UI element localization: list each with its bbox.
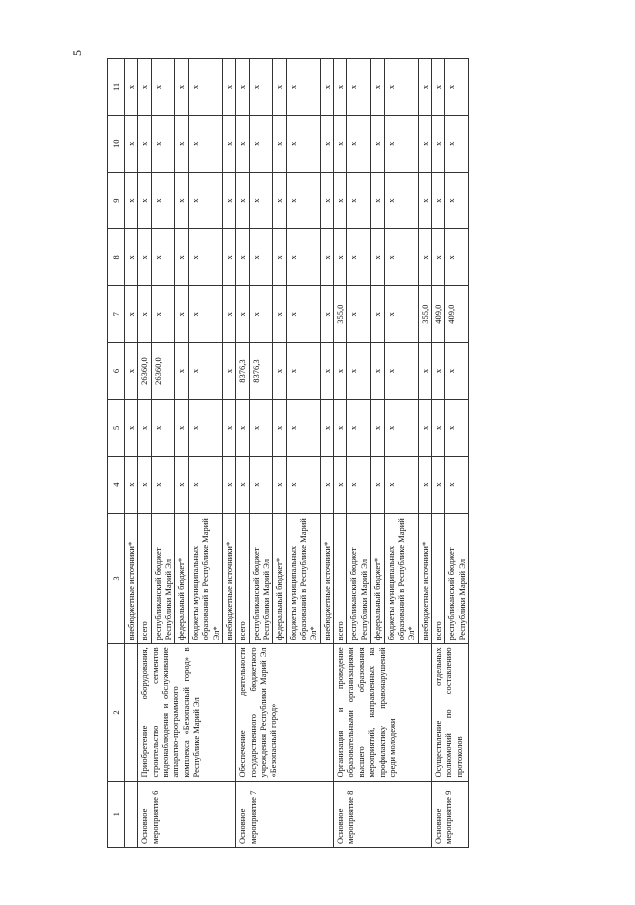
value-cell: x bbox=[222, 456, 235, 513]
value-cell: x bbox=[138, 229, 151, 286]
value-cell: x bbox=[418, 229, 431, 286]
value-cell: x bbox=[236, 229, 249, 286]
value-cell: x bbox=[334, 172, 347, 229]
value-cell: x bbox=[431, 59, 444, 116]
value-cell: x bbox=[138, 399, 151, 456]
funding-source-cell: всего bbox=[431, 513, 444, 644]
value-cell: x bbox=[188, 286, 222, 343]
table-row bbox=[431, 59, 444, 848]
value-cell: x bbox=[222, 229, 235, 286]
value-cell: x bbox=[188, 343, 222, 400]
value-cell: x bbox=[445, 59, 469, 116]
value-cell: x bbox=[418, 59, 431, 116]
value-cell: x bbox=[273, 286, 286, 343]
funding-source-cell: внебюджетные источники* bbox=[222, 513, 235, 644]
value-cell: x bbox=[334, 229, 347, 286]
table-row bbox=[138, 59, 151, 848]
value-cell: x bbox=[445, 229, 469, 286]
value-cell: x bbox=[384, 229, 418, 286]
value-cell: x bbox=[320, 115, 333, 172]
value-cell: x bbox=[273, 59, 286, 116]
value-cell: x bbox=[431, 456, 444, 513]
column-header-7: 7 bbox=[108, 286, 125, 343]
value-cell: x bbox=[320, 172, 333, 229]
funding-source-cell: всего bbox=[334, 513, 347, 644]
column-header-5: 5 bbox=[108, 399, 125, 456]
value-cell: x bbox=[384, 286, 418, 343]
value-cell: x bbox=[249, 59, 273, 116]
value-cell: x bbox=[418, 343, 431, 400]
value-cell: x bbox=[334, 456, 347, 513]
value-cell: x bbox=[334, 59, 347, 116]
event-number-cell bbox=[125, 781, 138, 847]
value-cell: x bbox=[286, 172, 320, 229]
value-cell: x bbox=[418, 399, 431, 456]
value-cell: x bbox=[418, 115, 431, 172]
value-cell: x bbox=[320, 286, 333, 343]
column-header-6: 6 bbox=[108, 343, 125, 400]
funding-source-cell: всего bbox=[236, 513, 249, 644]
value-cell: x bbox=[249, 172, 273, 229]
value-cell: x bbox=[371, 115, 384, 172]
column-header-10: 10 bbox=[108, 115, 125, 172]
value-cell: x bbox=[138, 286, 151, 343]
funding-source-cell: всего bbox=[138, 513, 151, 644]
event-description-cell: Приобретение оборудования, строительство сегментов видеонаблюдения и обслуживание аппаратно-программного комплекса «Безопасный город» в Республике Марий Эл bbox=[138, 644, 236, 781]
value-cell: x bbox=[334, 115, 347, 172]
rotated-table-container bbox=[107, 58, 557, 848]
value-cell: 8376,3 bbox=[249, 343, 273, 400]
value-cell: x bbox=[175, 115, 188, 172]
value-cell: x bbox=[125, 172, 138, 229]
value-cell: x bbox=[175, 172, 188, 229]
column-header-4: 4 bbox=[108, 456, 125, 513]
event-description-cell bbox=[125, 644, 138, 781]
value-cell: x bbox=[384, 399, 418, 456]
value-cell: x bbox=[445, 172, 469, 229]
value-cell: x bbox=[347, 399, 371, 456]
funding-source-cell: федеральный бюджет* bbox=[175, 513, 188, 644]
value-cell: x bbox=[151, 59, 175, 116]
value-cell: x bbox=[384, 59, 418, 116]
value-cell: 409,0 bbox=[431, 286, 444, 343]
value-cell: x bbox=[431, 399, 444, 456]
funding-source-cell: федеральный бюджет* bbox=[371, 513, 384, 644]
value-cell: x bbox=[431, 343, 444, 400]
column-header-3: 3 bbox=[108, 513, 125, 644]
value-cell: x bbox=[125, 343, 138, 400]
value-cell: x bbox=[320, 456, 333, 513]
value-cell: x bbox=[371, 456, 384, 513]
value-cell: x bbox=[236, 115, 249, 172]
value-cell: x bbox=[222, 59, 235, 116]
value-cell: x bbox=[188, 115, 222, 172]
value-cell: x bbox=[431, 172, 444, 229]
value-cell: x bbox=[334, 343, 347, 400]
value-cell: x bbox=[347, 343, 371, 400]
value-cell: x bbox=[347, 229, 371, 286]
value-cell: x bbox=[125, 115, 138, 172]
value-cell: x bbox=[286, 399, 320, 456]
value-cell: x bbox=[273, 229, 286, 286]
value-cell: 26360,0 bbox=[151, 343, 175, 400]
funding-source-cell: республиканский бюджет Республики Марий Эл bbox=[347, 513, 371, 644]
event-number-cell: Основное мероприятие 6 bbox=[138, 781, 236, 847]
value-cell: x bbox=[125, 286, 138, 343]
value-cell: x bbox=[371, 286, 384, 343]
value-cell: x bbox=[175, 59, 188, 116]
value-cell: x bbox=[273, 115, 286, 172]
event-description-cell: Осуществление отдельных полномочий по составлению протоколов bbox=[431, 644, 468, 781]
value-cell: x bbox=[371, 172, 384, 229]
value-cell: x bbox=[236, 59, 249, 116]
value-cell: x bbox=[222, 286, 235, 343]
value-cell: x bbox=[418, 456, 431, 513]
event-number-cell: Основное мероприятие 8 bbox=[334, 781, 432, 847]
funding-source-cell: бюджеты муниципальных образований в Республике Марий Эл* bbox=[286, 513, 320, 644]
value-cell: x bbox=[138, 59, 151, 116]
value-cell: x bbox=[384, 343, 418, 400]
value-cell: x bbox=[236, 399, 249, 456]
value-cell: x bbox=[249, 115, 273, 172]
value-cell: x bbox=[445, 343, 469, 400]
table-header bbox=[108, 59, 125, 848]
funding-source-cell: республиканский бюджет Республики Марий Эл bbox=[151, 513, 175, 644]
value-cell: x bbox=[236, 286, 249, 343]
value-cell: x bbox=[347, 115, 371, 172]
value-cell: x bbox=[286, 286, 320, 343]
value-cell: x bbox=[175, 456, 188, 513]
value-cell: x bbox=[371, 229, 384, 286]
value-cell: x bbox=[320, 343, 333, 400]
value-cell: x bbox=[138, 172, 151, 229]
value-cell: x bbox=[431, 115, 444, 172]
value-cell: x bbox=[175, 229, 188, 286]
value-cell: x bbox=[347, 59, 371, 116]
value-cell: x bbox=[151, 399, 175, 456]
value-cell: x bbox=[175, 343, 188, 400]
value-cell: x bbox=[445, 399, 469, 456]
value-cell: x bbox=[175, 286, 188, 343]
value-cell: x bbox=[188, 172, 222, 229]
event-description-cell: Обеспечение деятельности государственного бюджетного учреждения Республики Марий Эл «Безопасный город» bbox=[236, 644, 334, 781]
table-row bbox=[125, 59, 138, 848]
funding-source-cell: бюджеты муниципальных образований в Республике Марий Эл* bbox=[384, 513, 418, 644]
value-cell: x bbox=[320, 399, 333, 456]
value-cell: x bbox=[273, 343, 286, 400]
value-cell: x bbox=[347, 286, 371, 343]
value-cell: x bbox=[286, 115, 320, 172]
value-cell: x bbox=[418, 172, 431, 229]
value-cell: x bbox=[334, 399, 347, 456]
value-cell: x bbox=[273, 172, 286, 229]
value-cell: x bbox=[249, 286, 273, 343]
event-description-cell: Организация и проведение образовательными организациями высшего образования мероприятий, направленных на профилактику правонарушений среди молодежи bbox=[334, 644, 432, 781]
value-cell: x bbox=[151, 115, 175, 172]
value-cell: 8376,3 bbox=[236, 343, 249, 400]
value-cell: x bbox=[445, 115, 469, 172]
value-cell: x bbox=[222, 115, 235, 172]
funding-source-cell: внебюджетные источники* bbox=[320, 513, 333, 644]
value-cell: x bbox=[175, 399, 188, 456]
table-row bbox=[334, 59, 347, 848]
value-cell: x bbox=[445, 456, 469, 513]
value-cell: x bbox=[384, 172, 418, 229]
value-cell: x bbox=[188, 59, 222, 116]
funding-source-cell: бюджеты муниципальных образований в Республике Марий Эл* bbox=[188, 513, 222, 644]
value-cell: x bbox=[286, 456, 320, 513]
value-cell: x bbox=[188, 399, 222, 456]
value-cell: x bbox=[286, 343, 320, 400]
value-cell: x bbox=[431, 229, 444, 286]
value-cell: x bbox=[384, 456, 418, 513]
value-cell: x bbox=[273, 399, 286, 456]
funding-source-cell: республиканский бюджет Республики Марий Эл bbox=[445, 513, 469, 644]
value-cell: 26360,0 bbox=[138, 343, 151, 400]
value-cell: x bbox=[347, 456, 371, 513]
value-cell: x bbox=[249, 229, 273, 286]
value-cell: x bbox=[236, 456, 249, 513]
value-cell: x bbox=[188, 229, 222, 286]
value-cell: x bbox=[320, 229, 333, 286]
funding-source-cell: внебюджетные источники* bbox=[125, 513, 138, 644]
value-cell: x bbox=[286, 59, 320, 116]
value-cell: x bbox=[371, 343, 384, 400]
value-cell: x bbox=[125, 456, 138, 513]
funding-source-cell: федеральный бюджет* bbox=[273, 513, 286, 644]
value-cell: x bbox=[222, 343, 235, 400]
event-number-cell: Основное мероприятие 9 bbox=[431, 781, 468, 847]
value-cell: 355,0 bbox=[418, 286, 431, 343]
column-header-11: 11 bbox=[108, 59, 125, 116]
value-cell: x bbox=[138, 115, 151, 172]
value-cell: x bbox=[151, 229, 175, 286]
value-cell: x bbox=[125, 399, 138, 456]
value-cell: x bbox=[125, 59, 138, 116]
value-cell: x bbox=[125, 229, 138, 286]
funding-source-cell: республиканский бюджет Республики Марий Эл bbox=[249, 513, 273, 644]
value-cell: x bbox=[138, 456, 151, 513]
value-cell: x bbox=[151, 286, 175, 343]
value-cell: x bbox=[222, 172, 235, 229]
event-number-cell: Основное мероприятие 7 bbox=[236, 781, 334, 847]
funding-table bbox=[107, 58, 469, 848]
value-cell: x bbox=[188, 456, 222, 513]
table-body bbox=[125, 59, 469, 848]
column-header-8: 8 bbox=[108, 229, 125, 286]
value-cell: x bbox=[347, 172, 371, 229]
value-cell: x bbox=[236, 172, 249, 229]
table-row bbox=[236, 59, 249, 848]
value-cell: x bbox=[222, 399, 235, 456]
value-cell: x bbox=[151, 172, 175, 229]
value-cell: x bbox=[249, 456, 273, 513]
value-cell: x bbox=[249, 399, 273, 456]
column-header-2: 2 bbox=[108, 644, 125, 781]
funding-source-cell: внебюджетные источники* bbox=[418, 513, 431, 644]
value-cell: x bbox=[320, 59, 333, 116]
value-cell: 409,0 bbox=[445, 286, 469, 343]
value-cell: x bbox=[384, 115, 418, 172]
value-cell: 355,0 bbox=[334, 286, 347, 343]
value-cell: x bbox=[151, 456, 175, 513]
value-cell: x bbox=[371, 59, 384, 116]
column-header-1: 1 bbox=[108, 781, 125, 847]
column-header-9: 9 bbox=[108, 172, 125, 229]
value-cell: x bbox=[286, 229, 320, 286]
page-number: 5 bbox=[70, 50, 84, 56]
value-cell: x bbox=[273, 456, 286, 513]
value-cell: x bbox=[371, 399, 384, 456]
